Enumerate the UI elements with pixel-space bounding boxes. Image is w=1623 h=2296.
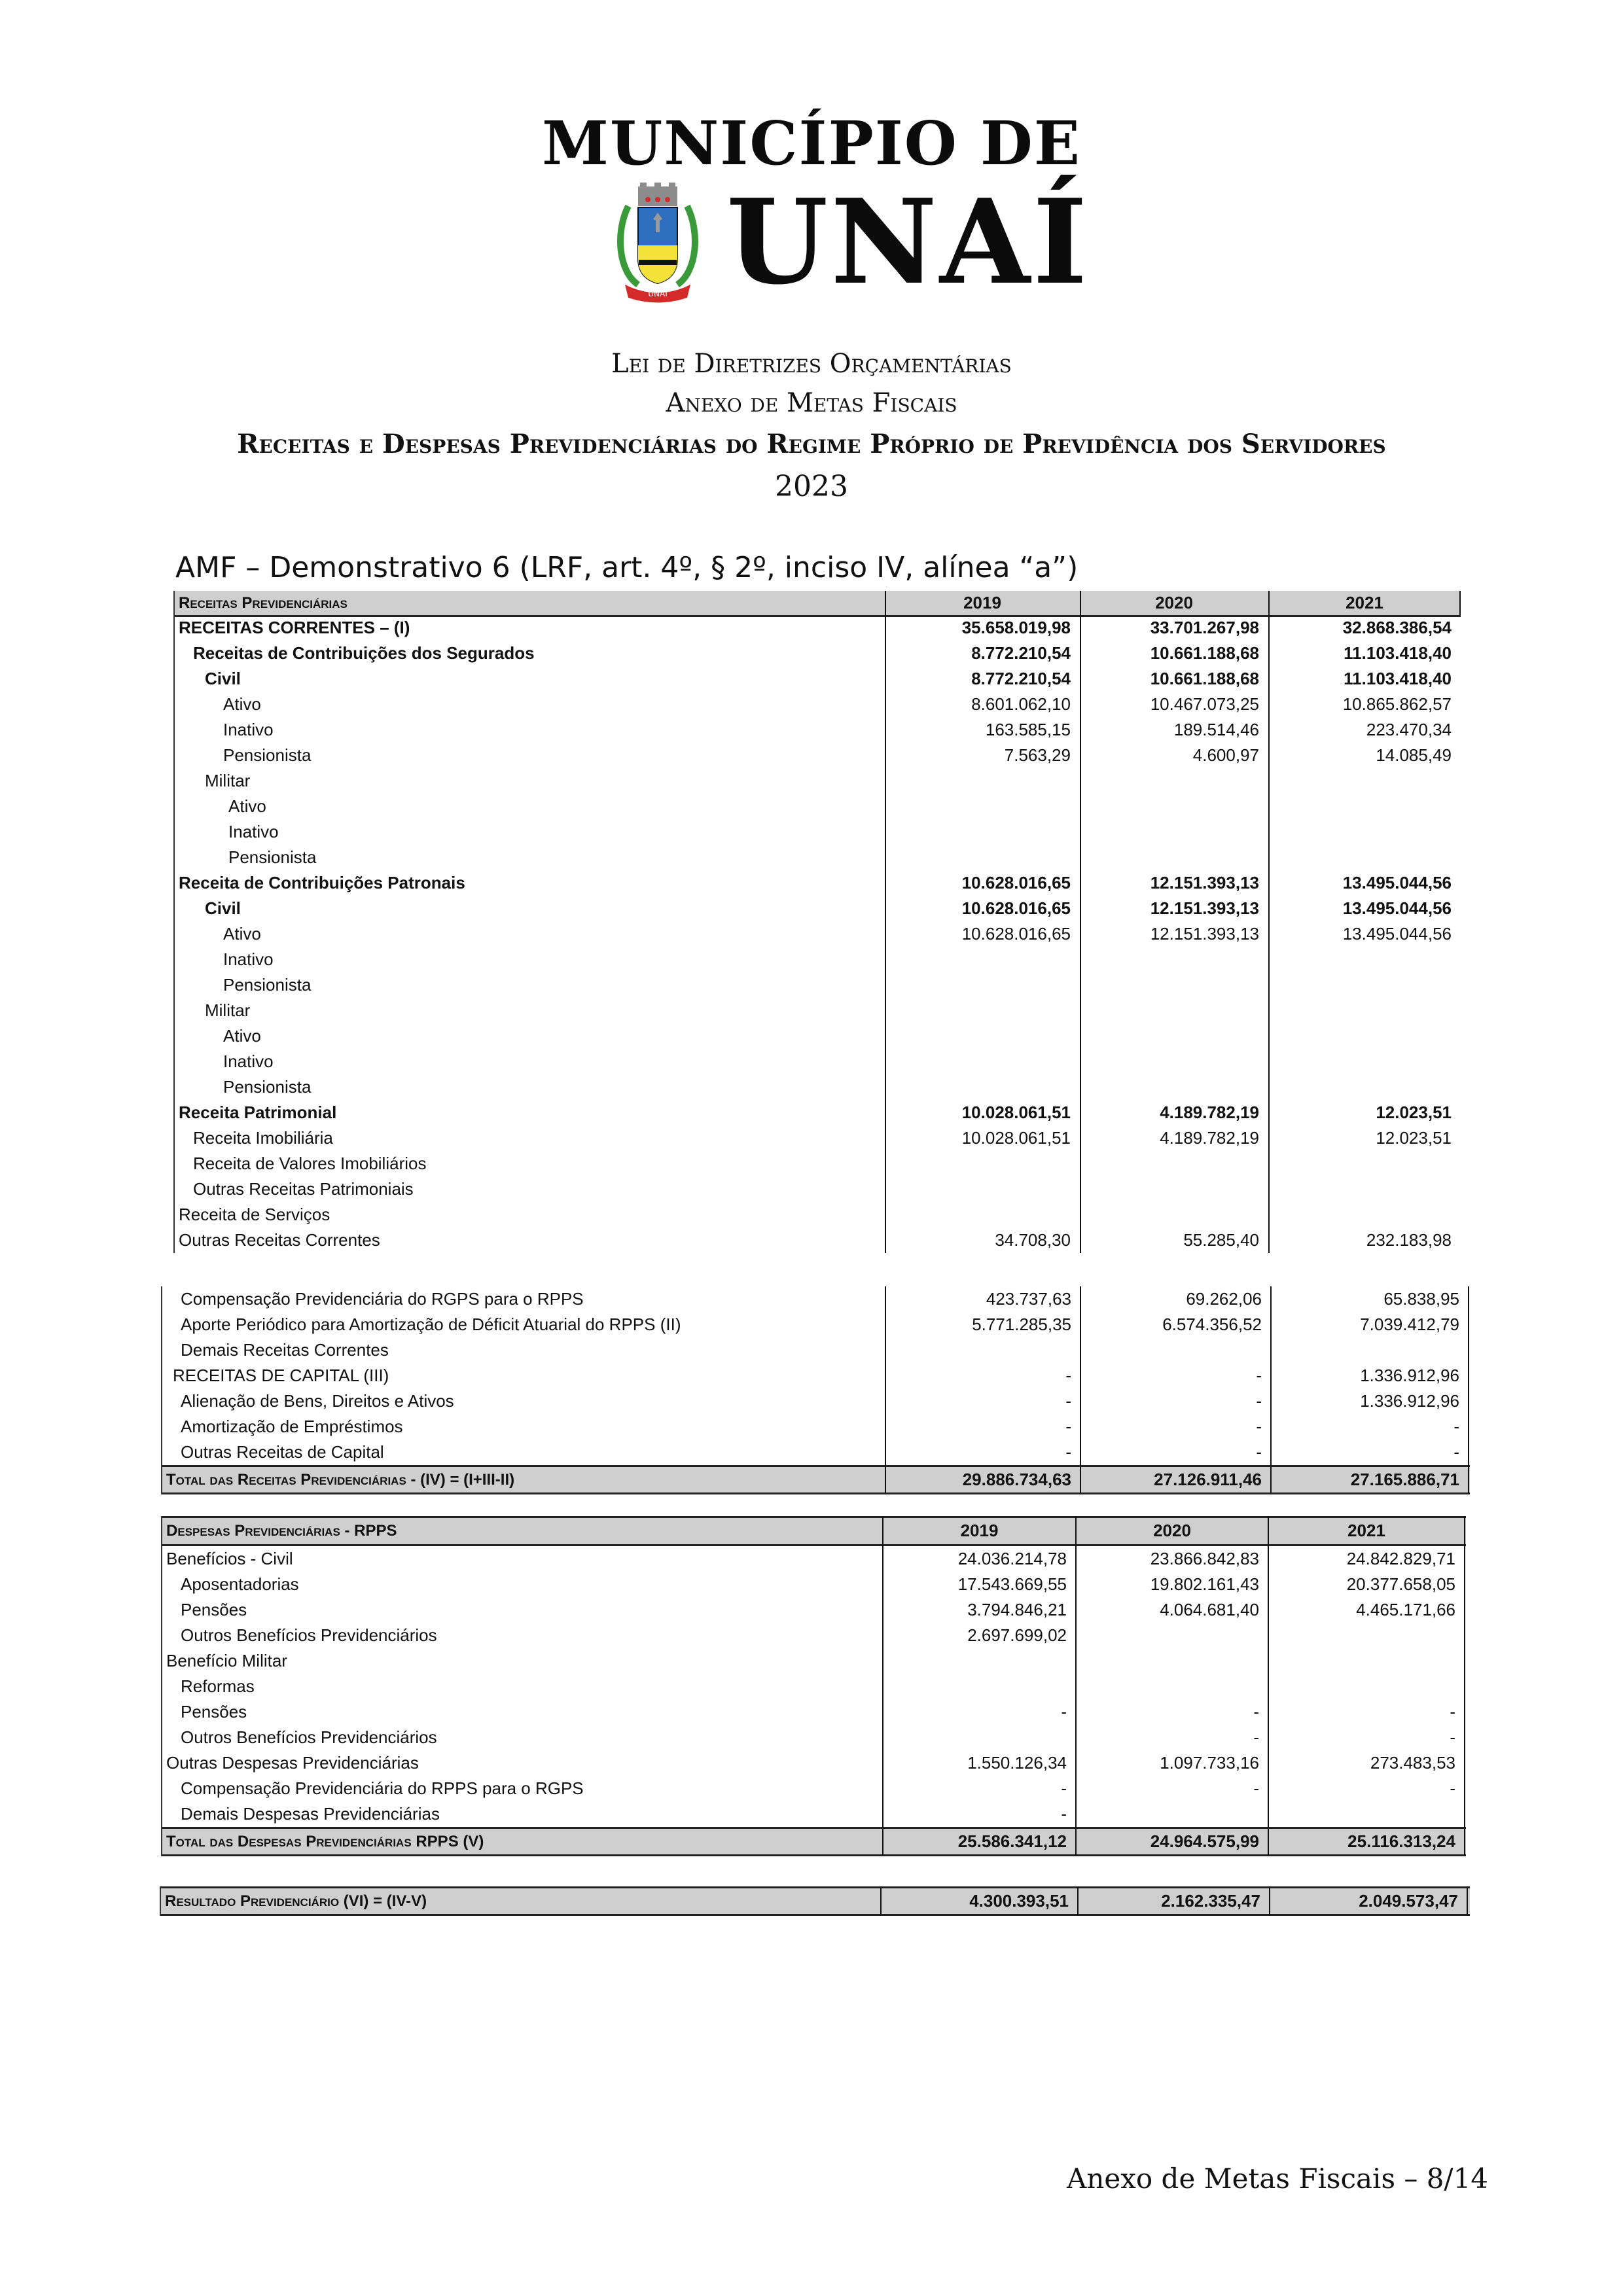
row-value: [885, 1337, 1080, 1363]
resultado-2021: 2.049.573,47: [1359, 1891, 1458, 1911]
row-value: 2.697.699,02: [967, 1625, 1067, 1645]
table-row: [161, 1597, 1466, 1623]
table-row: [173, 641, 1461, 666]
row-label: Inativo: [223, 1051, 274, 1071]
row-value: 10.628.016,65: [961, 898, 1071, 918]
table-row: [173, 692, 1461, 717]
receitas-table: [173, 591, 1461, 1253]
table-row: [161, 1623, 1466, 1648]
row-value: [1268, 768, 1461, 794]
row-value: [1268, 845, 1461, 870]
row-label: RECEITAS DE CAPITAL (III): [173, 1366, 389, 1385]
row-value: [1268, 794, 1461, 819]
row-value: 20.377.658,05: [1346, 1574, 1455, 1594]
row-label: Ativo: [228, 796, 266, 816]
row-value: [885, 1074, 1080, 1100]
despesas-total-2019: 25.586.341,12: [957, 1831, 1067, 1851]
row-value: 4.465.171,66: [1356, 1600, 1455, 1619]
row-value: 10.661.188,68: [1150, 669, 1259, 688]
row-value: [1080, 768, 1268, 794]
row-value: [1080, 819, 1268, 845]
header-title: Receitas e Despesas Previdenciárias do Regime Próprio de Previdência dos Servidores: [237, 429, 1386, 459]
row-value: [1268, 998, 1461, 1023]
row-value: [1080, 1202, 1268, 1227]
table-row: [173, 768, 1461, 794]
row-value: [1076, 1801, 1268, 1827]
row-label: Receita de Contribuições Patronais: [179, 873, 465, 892]
row-value: 12.151.393,13: [1150, 924, 1259, 944]
table-row: [173, 666, 1461, 692]
row-value: [1080, 1337, 1271, 1363]
resultado-2020: 2.162.335,47: [1161, 1891, 1260, 1911]
demonstrativo-title: AMF – Demonstrativo 6 (LRF, art. 4º, § 2º, inciso IV, alínea “a”): [175, 551, 1079, 584]
row-value: 8.601.062,10: [971, 694, 1071, 714]
page-footer: Anexo de Metas Fiscais – 8/14: [1067, 2163, 1489, 2195]
table-row: [173, 896, 1461, 921]
row-value: 4.189.782,19: [1160, 1103, 1259, 1122]
row-value: 4.189.782,19: [1160, 1128, 1259, 1148]
table-row: [173, 1202, 1461, 1227]
table-row: [161, 1699, 1466, 1725]
row-value: 10.028.061,51: [961, 1128, 1071, 1148]
table-row: [161, 1546, 1466, 1572]
row-value: [885, 819, 1080, 845]
row-value: [885, 768, 1080, 794]
row-value: [1268, 1176, 1461, 1202]
row-value: -: [1454, 1442, 1459, 1462]
table-row: [161, 1414, 1470, 1439]
row-value: [885, 998, 1080, 1023]
receitas-header-row: [173, 591, 1461, 615]
row-label: Compensação Previdenciária do RGPS para o RPPS: [181, 1289, 584, 1309]
row-value: [885, 1023, 1080, 1049]
row-value: -: [1253, 1727, 1259, 1747]
row-label: Outras Despesas Previdenciárias: [166, 1753, 419, 1773]
row-value: [883, 1725, 1076, 1750]
row-value: -: [1065, 1366, 1071, 1385]
row-value: -: [1065, 1417, 1071, 1436]
row-value: [1271, 1337, 1469, 1363]
table-row: [161, 1648, 1466, 1674]
row-label: Ativo: [223, 694, 261, 714]
row-value: [1268, 1151, 1461, 1176]
row-value: [883, 1648, 1076, 1674]
row-value: [1080, 845, 1268, 870]
row-value: [1080, 972, 1268, 998]
row-value: 24.842.829,71: [1346, 1549, 1455, 1568]
row-label: Receita de Valores Imobiliários: [193, 1154, 427, 1173]
row-value: [885, 794, 1080, 819]
resultado-table: [160, 1886, 1470, 1916]
despesas-header-row: [161, 1516, 1466, 1546]
table-row: [173, 1151, 1461, 1176]
letterhead-logo: [615, 173, 1090, 310]
row-label: Militar: [205, 1000, 251, 1020]
row-label: Pensionista: [223, 745, 312, 765]
row-value: [1268, 1801, 1465, 1827]
year-header-2020: 2020: [1155, 593, 1193, 612]
row-value: [1268, 1074, 1461, 1100]
row-value: 4.600,97: [1192, 745, 1259, 765]
table-row: [173, 819, 1461, 845]
row-label: Inativo: [223, 720, 274, 739]
table-row: [161, 1312, 1470, 1337]
table-row: [173, 870, 1461, 896]
row-value: -: [1450, 1778, 1455, 1798]
row-label: Receita Patrimonial: [179, 1103, 337, 1122]
row-value: 17.543.669,55: [957, 1574, 1067, 1594]
row-value: -: [1061, 1778, 1067, 1798]
row-label: Receitas de Contribuições dos Segurados: [193, 643, 535, 663]
row-value: 7.039.412,79: [1360, 1315, 1459, 1334]
row-value: [885, 1049, 1080, 1074]
row-value: [1268, 947, 1461, 972]
crest-ribbon-text: UNAÍ: [648, 289, 668, 298]
table-row: [161, 1776, 1466, 1801]
receitas-total-2021: 27.165.886,71: [1350, 1470, 1459, 1489]
despesas-table: [161, 1516, 1466, 1856]
row-value: [1076, 1674, 1268, 1699]
row-value: -: [1253, 1778, 1259, 1798]
row-value: 33.701.267,98: [1150, 618, 1259, 637]
row-value: 10.628.016,65: [961, 873, 1071, 892]
row-value: 14.085,49: [1376, 745, 1452, 765]
row-label: Demais Receitas Correntes: [181, 1340, 389, 1360]
row-value: -: [1450, 1702, 1455, 1722]
row-value: 12.023,51: [1376, 1103, 1452, 1122]
row-label: Militar: [205, 771, 251, 790]
row-label: Aposentadorias: [181, 1574, 299, 1594]
row-value: [1076, 1623, 1268, 1648]
row-value: 10.865.862,57: [1342, 694, 1452, 714]
despesas-total-2021: 25.116.313,24: [1347, 1831, 1455, 1851]
table-row: [173, 743, 1461, 768]
resultado-label: Resultado Previdenciário (VI) = (IV-V): [165, 1892, 427, 1910]
table-row: [161, 1801, 1466, 1827]
row-value: [885, 947, 1080, 972]
row-value: -: [1065, 1391, 1071, 1411]
row-value: [1268, 1202, 1461, 1227]
row-value: 13.495.044,56: [1342, 873, 1452, 892]
row-value: 12.151.393,13: [1150, 898, 1259, 918]
row-label: Civil: [205, 669, 241, 688]
row-label: Receita Imobiliária: [193, 1128, 333, 1148]
row-value: 6.574.356,52: [1162, 1315, 1262, 1334]
desp-year-header-2020: 2020: [1153, 1521, 1191, 1540]
row-value: 23.866.842,83: [1150, 1549, 1259, 1568]
table-row: [173, 1049, 1461, 1074]
row-label: Pensões: [181, 1600, 247, 1619]
row-value: [885, 1202, 1080, 1227]
table-row: [161, 1363, 1470, 1388]
row-value: 35.658.019,98: [961, 618, 1071, 637]
table-row: [173, 1100, 1461, 1125]
row-value: 12.023,51: [1376, 1128, 1452, 1148]
row-value: 69.262,06: [1186, 1289, 1262, 1309]
row-value: [885, 845, 1080, 870]
row-label: Amortização de Empréstimos: [181, 1417, 403, 1436]
despesas-total-label: Total das Despesas Previdenciárias RPPS (V): [166, 1833, 484, 1850]
row-value: -: [1253, 1702, 1259, 1722]
row-value: -: [1450, 1727, 1455, 1747]
row-label: Outras Receitas Patrimoniais: [193, 1179, 414, 1199]
row-value: 7.563,29: [1004, 745, 1071, 765]
row-label: Outras Receitas de Capital: [181, 1442, 384, 1462]
resultado-2019: 4.300.393,51: [969, 1891, 1069, 1911]
row-value: 5.771.285,35: [972, 1315, 1071, 1334]
row-value: 232.183,98: [1366, 1230, 1452, 1250]
despesas-total-2020: 24.964.575,99: [1150, 1831, 1259, 1851]
despesas-total-row: [161, 1827, 1466, 1856]
table-row: [161, 1337, 1470, 1363]
table-row: [161, 1286, 1470, 1312]
row-value: [1080, 1151, 1268, 1176]
row-value: -: [1061, 1702, 1067, 1722]
receitas-table-continued: [161, 1286, 1470, 1494]
row-value: -: [1065, 1442, 1071, 1462]
desp-year-header-2019: 2019: [960, 1521, 999, 1540]
table-row: [173, 1227, 1461, 1253]
table-row: [161, 1725, 1466, 1750]
row-label: Alienação de Bens, Direitos e Ativos: [181, 1391, 454, 1411]
row-value: 3.794.846,21: [967, 1600, 1067, 1619]
table-row: [173, 1176, 1461, 1202]
row-value: [1076, 1648, 1268, 1674]
row-value: 273.483,53: [1370, 1753, 1455, 1773]
row-value: 12.151.393,13: [1150, 873, 1259, 892]
row-label: Receita de Serviços: [179, 1205, 330, 1224]
receitas-total-label: Total das Receitas Previdenciárias - (IV) = (I+III-II): [166, 1471, 515, 1489]
header-anexo: Anexo de Metas Fiscais: [666, 388, 957, 418]
table-row: [161, 1674, 1466, 1699]
coat-of-arms-icon: [615, 180, 700, 304]
row-value: [1268, 819, 1461, 845]
table-row: [173, 794, 1461, 819]
table-row: [161, 1750, 1466, 1776]
row-value: [1080, 1176, 1268, 1202]
row-value: 1.097.733,16: [1160, 1753, 1259, 1773]
row-value: [885, 972, 1080, 998]
row-value: 10.467.073,25: [1150, 694, 1259, 714]
row-label: Benefícios - Civil: [166, 1549, 293, 1568]
row-label: Demais Despesas Previdenciárias: [181, 1804, 440, 1824]
table-row: [173, 998, 1461, 1023]
receitas-total-row: [161, 1465, 1470, 1494]
row-label: Outros Benefícios Previdenciários: [181, 1727, 437, 1747]
row-label: Ativo: [223, 1026, 261, 1046]
row-label: RECEITAS CORRENTES – (I): [179, 618, 410, 637]
row-value: 223.470,34: [1366, 720, 1452, 739]
table-row: [173, 921, 1461, 947]
row-label: Inativo: [228, 822, 279, 841]
row-label: Aporte Periódico para Amortização de Déficit Atuarial do RPPS (II): [181, 1315, 681, 1334]
table-row: [161, 1439, 1470, 1465]
row-value: -: [1454, 1417, 1459, 1436]
letterhead-municipio: MUNICÍPIO DE: [542, 108, 1081, 179]
desp-year-header-2021: 2021: [1347, 1521, 1385, 1540]
row-label: Benefício Militar: [166, 1651, 287, 1670]
table-row: [173, 615, 1461, 641]
row-value: -: [1256, 1366, 1262, 1385]
row-label: Pensionista: [228, 847, 317, 867]
row-value: [885, 1151, 1080, 1176]
table-row: [173, 947, 1461, 972]
table-row: [173, 845, 1461, 870]
despesas-header-label: Despesas Previdenciárias - RPPS: [166, 1522, 397, 1540]
row-label: Pensões: [181, 1702, 247, 1722]
row-value: 65.838,95: [1383, 1289, 1459, 1309]
table-row: [173, 1074, 1461, 1100]
table-row: [173, 1023, 1461, 1049]
row-value: 1.550.126,34: [967, 1753, 1067, 1773]
row-value: -: [1061, 1804, 1067, 1824]
row-value: [1268, 1049, 1461, 1074]
year-header-2019: 2019: [963, 593, 1001, 612]
row-label: Reformas: [181, 1676, 255, 1696]
row-value: -: [1256, 1417, 1262, 1436]
row-value: [883, 1674, 1076, 1699]
table-row: [173, 717, 1461, 743]
header-lei: Lei de Diretrizes Orçamentárias: [611, 349, 1012, 379]
row-value: 13.495.044,56: [1342, 898, 1452, 918]
row-value: 423.737,63: [986, 1289, 1071, 1309]
table-row: [161, 1388, 1470, 1414]
row-value: [885, 1176, 1080, 1202]
row-value: 163.585,15: [985, 720, 1071, 739]
row-value: 10.628.016,65: [961, 924, 1071, 944]
row-value: 1.336.912,96: [1360, 1391, 1459, 1411]
row-value: [1268, 972, 1461, 998]
year-header-2021: 2021: [1346, 593, 1383, 612]
row-value: 32.868.386,54: [1342, 618, 1452, 637]
row-label: Pensionista: [223, 1077, 312, 1097]
row-value: 24.036.214,78: [957, 1549, 1067, 1568]
row-label: Civil: [205, 898, 241, 918]
row-value: 189.514,46: [1173, 720, 1259, 739]
row-value: 11.103.418,40: [1344, 643, 1452, 663]
row-label: Outras Receitas Correntes: [179, 1230, 380, 1250]
row-label: Inativo: [223, 949, 274, 969]
table-row: [173, 972, 1461, 998]
row-value: [1268, 1023, 1461, 1049]
row-value: 8.772.210,54: [971, 669, 1071, 688]
row-value: 19.802.161,43: [1150, 1574, 1259, 1594]
row-value: [1268, 1674, 1465, 1699]
row-value: 1.336.912,96: [1360, 1366, 1459, 1385]
row-value: 34.708,30: [995, 1230, 1071, 1250]
row-value: [1080, 794, 1268, 819]
row-value: -: [1256, 1442, 1262, 1462]
row-value: [1268, 1623, 1465, 1648]
row-value: -: [1256, 1391, 1262, 1411]
row-value: [1080, 1074, 1268, 1100]
table-row: [161, 1572, 1466, 1597]
row-value: 55.285,40: [1183, 1230, 1259, 1250]
resultado-row: [160, 1886, 1470, 1916]
table-row: [173, 1125, 1461, 1151]
row-label: Outros Benefícios Previdenciários: [181, 1625, 437, 1645]
row-value: [1080, 998, 1268, 1023]
row-value: [1268, 1648, 1465, 1674]
letterhead-unai: UNAÍ: [726, 173, 1090, 310]
row-value: 8.772.210,54: [971, 643, 1071, 663]
receitas-header-label: Receitas Previdenciárias: [179, 594, 348, 612]
row-label: Compensação Previdenciária do RPPS para o RGPS: [181, 1778, 584, 1798]
row-label: Pensionista: [223, 975, 312, 995]
row-value: 10.028.061,51: [961, 1103, 1071, 1122]
row-value: 13.495.044,56: [1342, 924, 1452, 944]
row-label: Ativo: [223, 924, 261, 944]
row-value: 4.064.681,40: [1160, 1600, 1259, 1619]
receitas-total-2019: 29.886.734,63: [962, 1470, 1071, 1489]
receitas-total-2020: 27.126.911,46: [1154, 1470, 1262, 1489]
row-value: [1080, 1023, 1268, 1049]
row-value: 10.661.188,68: [1150, 643, 1259, 663]
row-value: [1080, 947, 1268, 972]
row-value: 11.103.418,40: [1344, 669, 1452, 688]
row-value: [1080, 1049, 1268, 1074]
header-year: 2023: [775, 470, 848, 503]
